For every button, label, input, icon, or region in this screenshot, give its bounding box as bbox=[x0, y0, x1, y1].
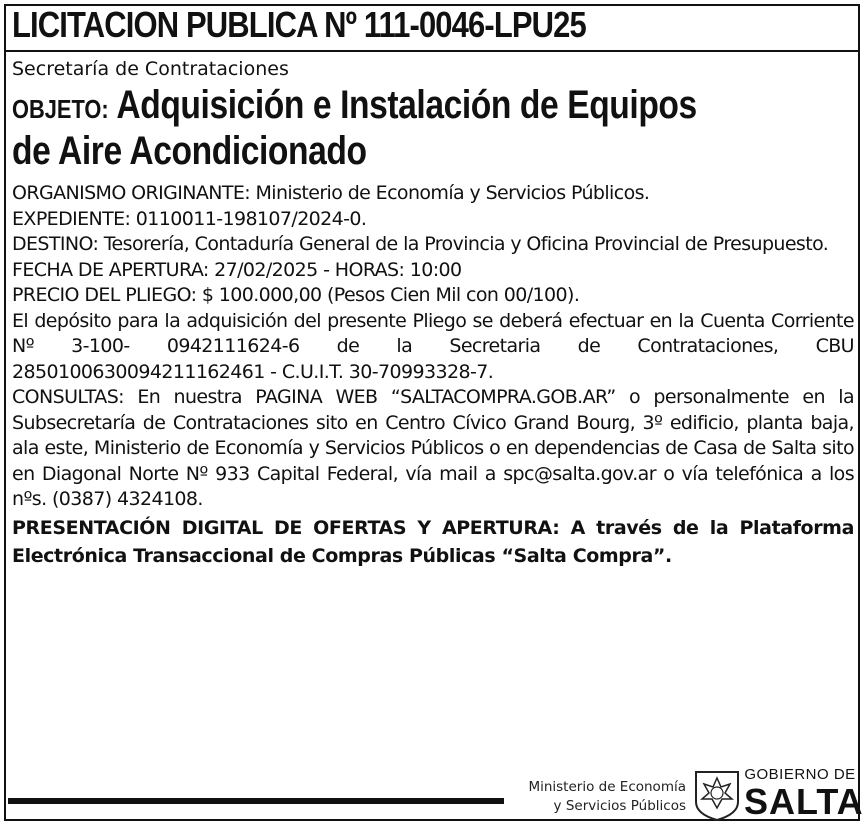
ministerio-line-1: Ministerio de Economía bbox=[528, 779, 686, 795]
gobierno-text: GOBIERNO DE bbox=[744, 766, 856, 783]
salta-star-emblem-icon bbox=[692, 768, 742, 822]
secretaria-label: Secretaría de Contrataciones bbox=[12, 58, 289, 80]
salta-text: SALTA bbox=[744, 781, 864, 822]
organismo-line: ORGANISMO ORIGINANTE: Ministerio de Economía y Servicios Públicos. bbox=[12, 182, 650, 204]
objeto-heading bbox=[12, 84, 734, 172]
consultas-paragraph: CONSULTAS: En nuestra PAGINA WEB “SALTACOMPRA.GOB.AR” o personalmente en la Subsecretaría de Contrataciones sito en Centro Cívico Grand Bourg, 3º edificio, planta baja, ala este, Ministerio de Economía y Servicios Públicos o en dependencias de Casa de Salta sito en Diagonal Norte Nº 933 Capital Federal, vía mail a spc@salta.gov.ar o vía telefónica a los nºs. (0387) 4324108. bbox=[12, 386, 854, 510]
ministerio-label bbox=[506, 778, 686, 816]
ministerio-line-2: y Servicios Públicos bbox=[553, 798, 686, 814]
destino-line: DESTINO: Tesorería, Contaduría General de la Provincia y Oficina Provincial de Presupuesto. bbox=[12, 233, 829, 255]
deposito-paragraph: El depósito para la adquisición del presente Pliego se deberá efectuar en la Cuenta Corriente Nº 3-100- 0942111624-6 de la Secretaria de Contrataciones, CBU 2850100630094211162461 - C.U.I.T. 30-70993328-7. bbox=[12, 309, 854, 383]
precio-line: PRECIO DEL PLIEGO: $ 100.000,00 (Pesos Cien Mil con 00/100). bbox=[12, 284, 580, 306]
expediente-line: EXPEDIENTE: 0110011-198107/2024-0. bbox=[12, 207, 367, 230]
footer-rule bbox=[8, 798, 504, 804]
objeto-label: OBJETO: bbox=[12, 94, 109, 124]
title-bar bbox=[6, 6, 858, 52]
presentacion-paragraph: PRESENTACIÓN DIGITAL DE OFERTAS Y APERTURA: A través de la Plataforma Electrónica Transaccional de Compras Públicas “Salta Compra”. bbox=[12, 516, 854, 567]
notice-frame bbox=[4, 4, 864, 822]
fecha-line: FECHA DE APERTURA: 27/02/2025 - HORAS: 10:00 bbox=[12, 258, 462, 281]
gobierno-salta-logo bbox=[744, 766, 864, 822]
notice-body bbox=[12, 181, 854, 570]
objeto-text: Adquisición e Instalación de Equipos de Aire Acondicionado bbox=[12, 83, 697, 173]
notice-title: LICITACION PUBLICA Nº 111-0046-LPU25 bbox=[12, 4, 586, 45]
